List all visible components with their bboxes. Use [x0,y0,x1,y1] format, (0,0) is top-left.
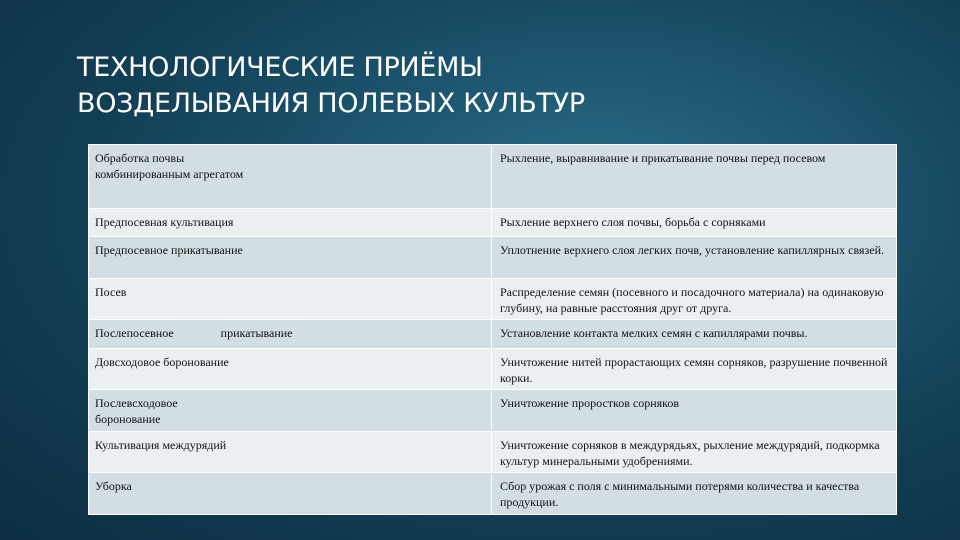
table-row [89,432,897,473]
table-row [89,279,897,320]
purpose-cell: Сбор урожая с поля с минимальными потерями количества и качества продукции. [492,473,897,515]
table-row [89,209,897,237]
table-row [89,390,897,432]
operation-cell: Послевсходовое боронование [89,390,492,432]
operation-cell: Культивация междурядий [89,432,492,473]
table-row [89,145,897,209]
purpose-cell: Рыхление, выравнивание и прикатывание почвы перед посевом [492,145,897,209]
techniques-table [88,144,897,515]
slide-title-line-2: ВОЗДЕЛЫВАНИЯ ПОЛЕВЫХ КУЛЬТУР [77,88,585,119]
slide-title-line-1: ТЕХНОЛОГИЧЕСКИЕ ПРИЁМЫ [77,52,483,83]
operation-cell: Посев [89,279,492,320]
table-row [89,473,897,515]
purpose-cell: Уничтожение сорняков в междурядьях, рыхление междурядий, подкормка культур минеральными удобрениями. [492,432,897,473]
purpose-cell: Распределение семян (посевного и посадочного материала) на одинаковую глубину, на равные расстояния друг от друга. [492,279,897,320]
purpose-cell: Установление контакта мелких семян с капиллярами почвы. [492,320,897,349]
operation-cell: Предпосевная культивация [89,209,492,237]
operation-cell: Довсходовое боронование [89,349,492,390]
operation-cell: Уборка [89,473,492,515]
purpose-cell: Уплотнение верхнего слоя легких почв, установление капиллярных связей. [492,237,897,279]
operation-cell: Обработка почвы комбинированным агрегатом [89,145,492,209]
purpose-cell: Уничтожение нитей прорастающих семян сорняков, разрушение почвенной корки. [492,349,897,390]
table-row [89,320,897,349]
purpose-cell: Уничтожение проростков сорняков [492,390,897,432]
slide-title [77,50,917,122]
table-row [89,237,897,279]
purpose-cell: Рыхление верхнего слоя почвы, борьба с сорняками [492,209,897,237]
operation-cell: Послепосевное прикатывание [89,320,492,349]
table-row [89,349,897,390]
operation-cell: Предпосевное прикатывание [89,237,492,279]
